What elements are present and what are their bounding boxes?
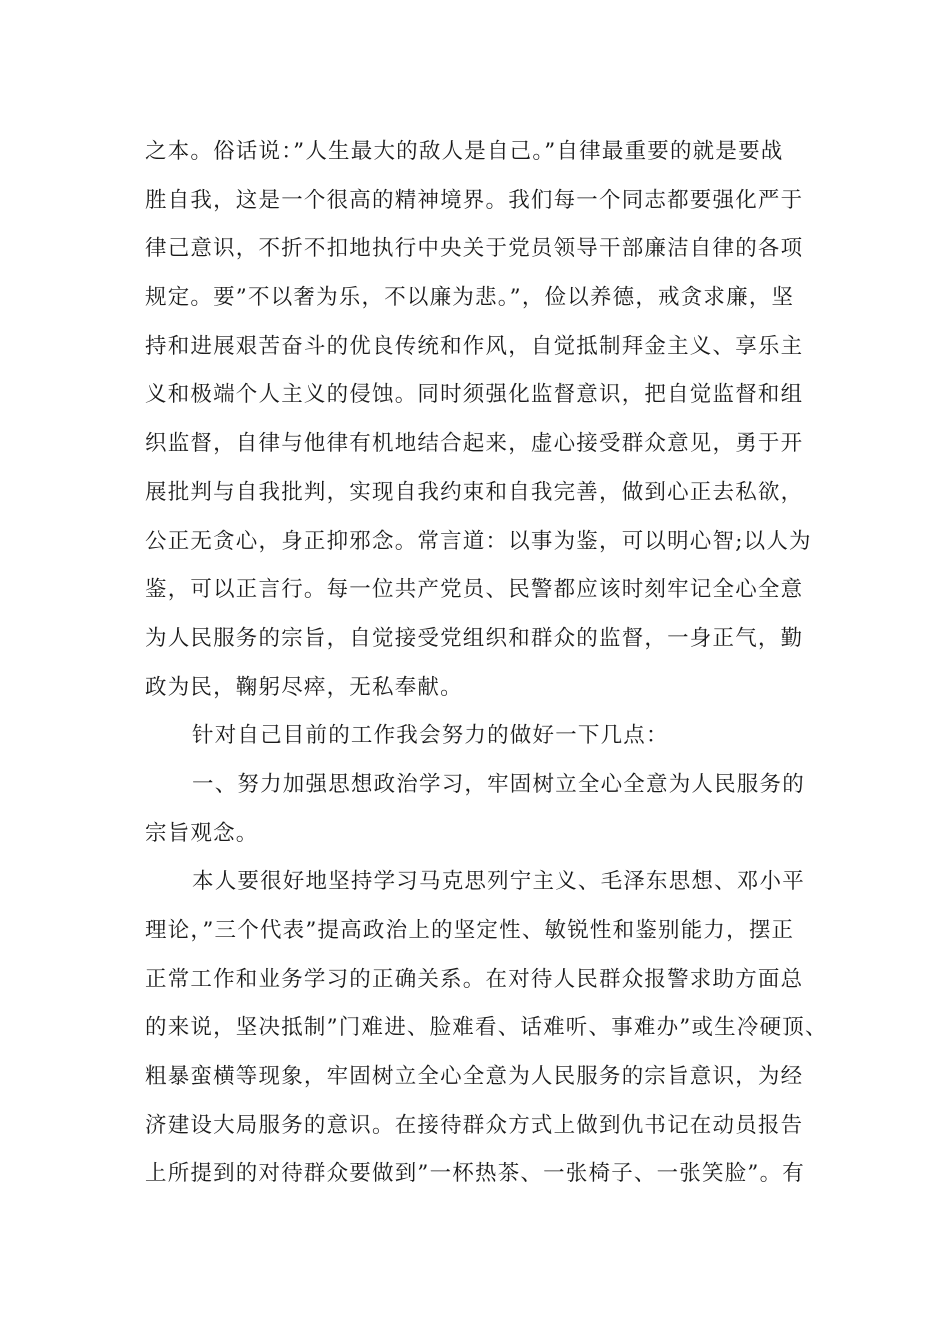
section-heading: 一、努力加强思想政治学习，牢固树立全心全意为人民服务的 <box>192 771 805 797</box>
text-line: 上所提到的对待群众要做到”一杯热茶、一张椅子、一张笑脸”。有 <box>145 1161 805 1187</box>
text-line: 为人民服务的宗旨，自觉接受党组织和群众的监督，一身正气，勤 <box>145 625 804 651</box>
text-line: 理论，”三个代表”提高政治上的坚定性、敏锐性和鉴别能力，摆正 <box>145 918 795 943</box>
text-line: 公正无贪心，身正抑邪念。常言道：以事为鉴，可以明心智;以人为 <box>145 528 812 554</box>
text-line: 胜自我，这是一个很高的精神境界。我们每一个同志都要强化严于 <box>145 187 804 213</box>
text-line: 针对自己目前的工作我会努力的做好一下几点： <box>192 723 669 749</box>
text-line: 的来说，坚决抵制”门难进、脸难看、话难听、事难办”或生冷硬顶、 <box>145 1015 828 1041</box>
text-line: 粗暴蛮横等现象，牢固树立全心全意为人民服务的宗旨意识，为经 <box>145 1064 804 1090</box>
body-text <box>145 128 828 1199</box>
text-line: 持和进展艰苦奋斗的优良传统和作风，自觉抵制拜金主义、享乐主 <box>145 333 804 359</box>
text-line: 济建设大局服务的意识。在接待群众方式上做到仇书记在动员报告 <box>145 1112 804 1138</box>
text-line: 正常工作和业务学习的正确关系。在对待人民群众报警求助方面总 <box>145 966 804 992</box>
text-line: 织监督，自律与他律有机地结合起来，虚心接受群众意见，勇于开 <box>145 431 804 457</box>
text-line: 律己意识，不折不扣地执行中央关于党员领导干部廉洁自律的各项 <box>145 236 804 262</box>
section-heading-continued: 宗旨观念。 <box>145 820 259 846</box>
text-line: 之本。俗话说：”人生最大的敌人是自己。”自律最重要的就是要战 <box>145 139 784 164</box>
text-line: 政为民，鞠躬尽瘁，无私奉献。 <box>145 674 463 700</box>
text-line: 义和极端个人主义的侵蚀。同时须强化监督意识，把自觉监督和组 <box>145 382 804 408</box>
text-line: 鉴，可以正言行。每一位共产党员、民警都应该时刻牢记全心全意 <box>145 577 804 603</box>
text-line: 规定。要”不以奢为乐，不以廉为悲。”，俭以养德，戒贪求廉，坚 <box>145 285 795 311</box>
text-line: 本人要很好地坚持学习马克思列宁主义、毛泽东思想、邓小平 <box>192 869 805 895</box>
text-line: 展批判与自我批判，实现自我约束和自我完善，做到心正去私欲， <box>145 479 804 505</box>
